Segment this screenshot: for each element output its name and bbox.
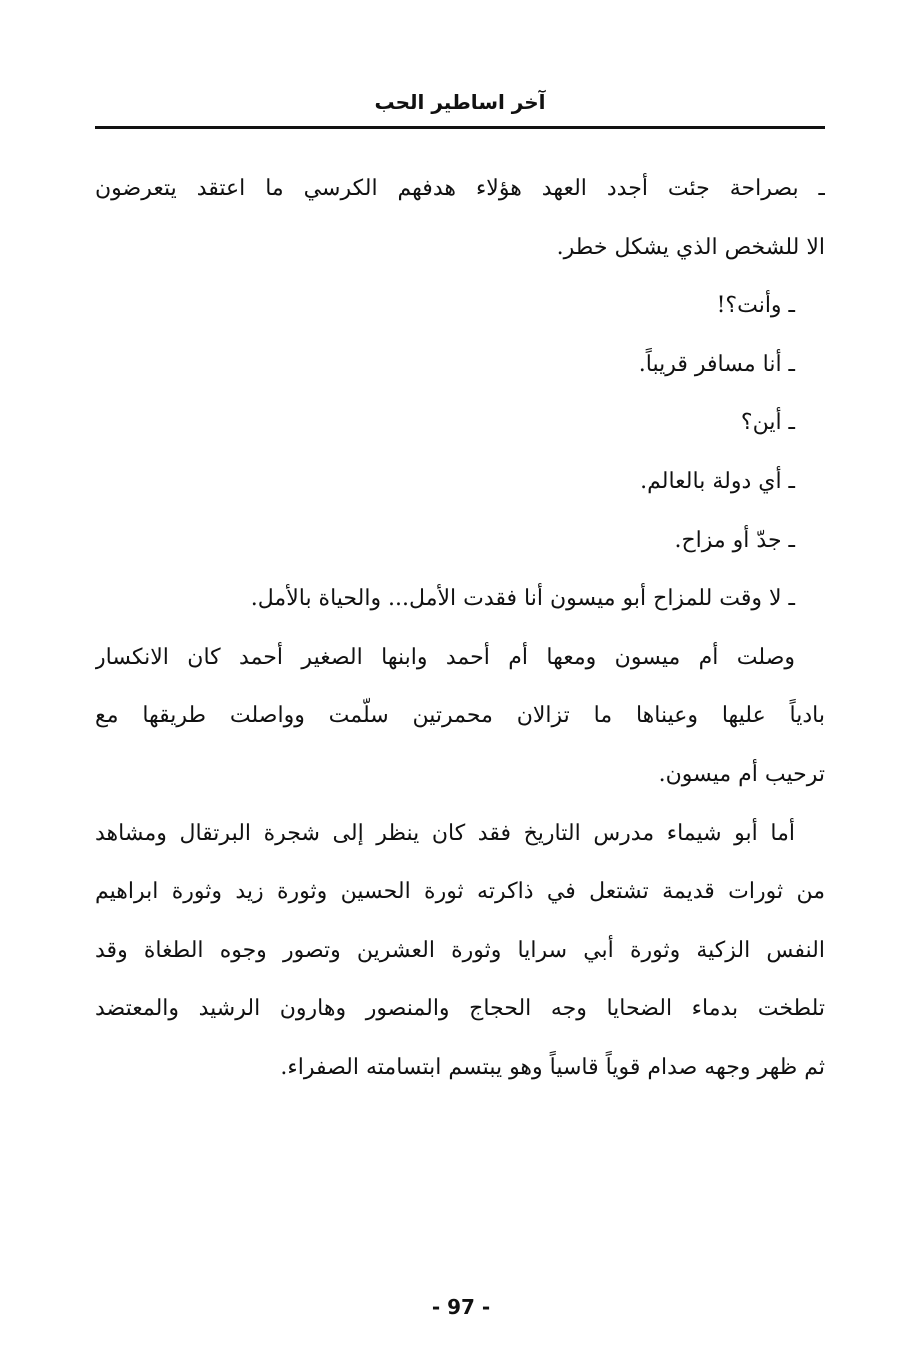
text-line: ثم ظهر وجهه صدام قوياً قاسياً وهو يبتسم ابتسامته الصفراء. xyxy=(280,1054,825,1080)
paragraph-first-line: أما أبو شيماء مدرس التاريخ فقد كان ينظر إلى شجرة البرتقال ومشاهد xyxy=(95,820,795,846)
dialogue-line: ـ وأنت؟! xyxy=(716,293,795,319)
running-header-title: آخر اساطير الحب xyxy=(374,90,546,114)
text-line: ـ بصراحة جئت أجدد العهد هؤلاء هدفهم الكرسي ما اعتقد يتعرضون xyxy=(95,176,825,201)
header-rule xyxy=(95,126,825,129)
dialogue-line: ـ أين؟ xyxy=(740,410,795,436)
text-line: من ثورات قديمة تشتعل في ذاكرته ثورة الحسين وثورة زيد وثورة ابراهيم xyxy=(95,879,825,905)
dialogue-line: ـ لا وقت للمزاح أبو ميسون أنا فقدت الأمل... والحياة بالأمل. xyxy=(250,586,795,612)
page-number: - 97 - xyxy=(431,1295,491,1319)
text-line: بادياً عليها وعيناها ما تزالان محمرتين سلّمت وواصلت طريقها مع xyxy=(95,703,825,729)
text-line: النفس الزكية وثورة أبي سرايا وثورة العشرين وتصور وجوه الطغاة وقد xyxy=(95,937,825,963)
body-text xyxy=(95,160,825,1098)
text-line: تلطخت بدماء الضحايا وجه الحجاج والمنصور وهارون الرشيد والمعتضد xyxy=(95,996,825,1022)
text-line: الا للشخص الذي يشكل خطر. xyxy=(556,234,825,260)
dialogue-line: ـ جدّ أو مزاح. xyxy=(674,527,795,553)
dialogue-line: ـ أنا مسافر قريباً. xyxy=(638,351,795,377)
text-line: ترحيب أم ميسون. xyxy=(658,761,825,787)
paragraph-first-line: وصلت أم ميسون ومعها أم أحمد وابنها الصغير أحمد كان الانكسار xyxy=(95,644,795,670)
dialogue-line: ـ أي دولة بالعالم. xyxy=(640,468,795,494)
